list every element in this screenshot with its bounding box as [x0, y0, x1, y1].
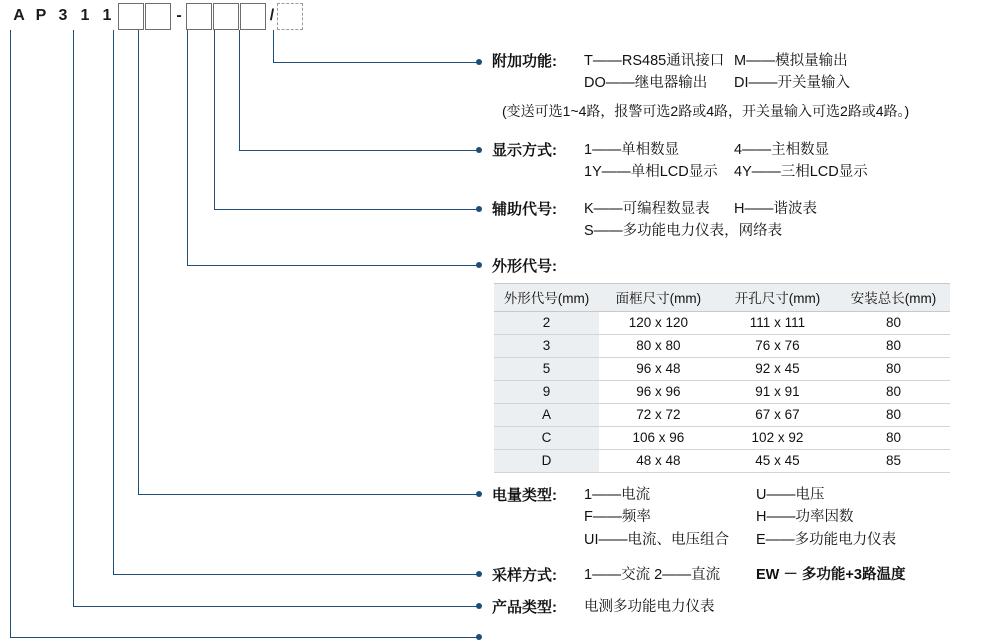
table-row [494, 335, 950, 358]
cell-panel-size: 72 x 72 [599, 404, 718, 427]
code-char-1a: 1 [80, 7, 90, 24]
callout-title-additional-function: 附加功能: [492, 53, 557, 70]
code-box-2[interactable] [145, 3, 171, 30]
code-slash: / [269, 7, 275, 24]
callout-title-product-type: 产品类型: [492, 599, 557, 616]
callout-power-type [492, 484, 982, 551]
cell-panel-size: 106 x 96 [599, 427, 718, 450]
power-type-item-1: 1——电流 [584, 487, 651, 503]
cell-total-length: 85 [837, 450, 950, 473]
table-header-total-length: 安装总长(mm) [837, 284, 950, 312]
cell-panel-size: 96 x 96 [599, 381, 718, 404]
cell-total-length: 80 [837, 381, 950, 404]
callout-aux-code [492, 198, 972, 243]
code-char-3: 3 [58, 7, 68, 24]
aux-code-item-1: K——可编程数显表 [584, 201, 710, 217]
callout-title-aux-code: 辅助代号: [492, 201, 557, 218]
power-type-item-4: H——功率因数 [756, 509, 854, 526]
leader-vline-product [73, 30, 74, 606]
cell-panel-size: 120 x 120 [599, 312, 718, 335]
leader-vline-series [10, 30, 11, 637]
callout-display-mode [492, 139, 972, 184]
code-char-1b: 1 [102, 7, 112, 24]
cell-cutout-size: 91 x 91 [718, 381, 837, 404]
table-row [494, 450, 950, 473]
leader-vline-sampling [113, 30, 114, 574]
leader-dot-series [476, 634, 482, 640]
callout-title-power-type: 电量类型: [492, 487, 557, 504]
model-code-row [8, 2, 304, 30]
leader-vline-aux [214, 30, 215, 209]
cell-panel-size: 48 x 48 [599, 450, 718, 473]
cell-panel-size: 80 x 80 [599, 335, 718, 358]
cell-shape-code: 3 [494, 335, 599, 358]
cell-total-length: 80 [837, 427, 950, 450]
code-box-5[interactable] [240, 3, 266, 30]
table-header-panel-size: 面框尺寸(mm) [599, 284, 718, 312]
display-mode-item-2: 4——主相数显 [734, 142, 830, 158]
leader-vline-shape [187, 30, 188, 265]
display-mode-item-1: 1——单相数显 [584, 142, 680, 158]
aux-code-item-2: H——谐波表 [734, 201, 817, 217]
table-row [494, 427, 950, 450]
aux-code-item-3: S——多功能电力仪表，网络表 [584, 223, 783, 240]
table-row [494, 381, 950, 404]
additional-function-note: (变送可选1~4路，报警可选2路或4路，开关量输入可选2路或4路。) [502, 102, 910, 119]
callout-additional-function [492, 50, 992, 121]
code-char-p: P [35, 7, 47, 24]
leader-hline-shape [187, 265, 479, 266]
leader-hline-display [239, 150, 479, 151]
code-box-optional[interactable] [277, 3, 303, 30]
display-mode-item-3: 1Y——单相LCD显示 [584, 164, 718, 181]
cell-cutout-size: 45 x 45 [718, 450, 837, 473]
cell-shape-code: C [494, 427, 599, 450]
cell-shape-code: D [494, 450, 599, 473]
leader-dot-additional [476, 59, 482, 65]
cell-shape-code: 9 [494, 381, 599, 404]
table-row [494, 404, 950, 427]
cell-shape-code: A [494, 404, 599, 427]
display-mode-item-4: 4Y——三相LCD显示 [734, 164, 868, 181]
dimension-table [494, 283, 950, 473]
leader-vline-display [239, 30, 240, 150]
callout-shape-code [492, 255, 557, 276]
cell-cutout-size: 76 x 76 [718, 335, 837, 358]
callout-sampling-mode [492, 564, 982, 586]
code-char-a: A [13, 7, 25, 24]
code-box-3[interactable] [186, 3, 212, 30]
code-box-1[interactable] [118, 3, 144, 30]
cell-shape-code: 2 [494, 312, 599, 335]
leader-hline-series [10, 637, 480, 638]
cell-total-length: 80 [837, 335, 950, 358]
additional-function-item-4: DI——开关量输入 [734, 75, 850, 92]
table-header-row [494, 284, 950, 312]
cell-shape-code: 5 [494, 358, 599, 381]
power-type-item-3: F——频率 [584, 509, 651, 526]
cell-cutout-size: 92 x 45 [718, 358, 837, 381]
additional-function-item-2: M——模拟量输出 [734, 53, 848, 69]
leader-dot-shape [476, 262, 482, 268]
sampling-mode-item-2: EW － 多功能+3路温度 [756, 567, 906, 583]
power-type-item-2: U——电压 [756, 487, 825, 503]
leader-hline-aux [214, 209, 479, 210]
leader-hline-additional [273, 62, 479, 63]
power-type-item-5: UI——电流、电压组合 [584, 531, 729, 548]
callout-title-shape-code: 外形代号: [492, 258, 557, 275]
product-type-item-1: 电测多功能电力仪表 [584, 599, 715, 615]
callout-title-display-mode: 显示方式: [492, 142, 557, 159]
table-header-cutout-size: 开孔尺寸(mm) [718, 284, 837, 312]
leader-dot-sampling [476, 571, 482, 577]
code-dash: - [176, 7, 182, 24]
cell-cutout-size: 67 x 67 [718, 404, 837, 427]
leader-dot-display [476, 147, 482, 153]
leader-dot-product [476, 603, 482, 609]
leader-hline-product [73, 606, 479, 607]
power-type-item-6: E——多功能电力仪表 [756, 531, 897, 548]
leader-vline-power [138, 30, 139, 494]
cell-panel-size: 96 x 48 [599, 358, 718, 381]
leader-dot-power [476, 491, 482, 497]
leader-dot-aux [476, 206, 482, 212]
table-header-shape-code: 外形代号(mm) [494, 284, 599, 312]
cell-total-length: 80 [837, 404, 950, 427]
additional-function-item-1: T——RS485通讯接口 [584, 53, 725, 69]
cell-total-length: 80 [837, 358, 950, 381]
leader-vline-additional [273, 30, 274, 62]
cell-cutout-size: 111 x 111 [718, 312, 837, 335]
table-row [494, 358, 950, 381]
leader-hline-sampling [113, 574, 479, 575]
cell-total-length: 80 [837, 312, 950, 335]
table-row [494, 312, 950, 335]
additional-function-item-3: DO——继电器输出 [584, 75, 708, 92]
leader-hline-power [138, 494, 479, 495]
callout-title-sampling-mode: 采样方式: [492, 567, 557, 584]
code-box-4[interactable] [213, 3, 239, 30]
cell-cutout-size: 102 x 92 [718, 427, 837, 450]
callout-product-type [492, 596, 982, 618]
sampling-mode-item-1: 1——交流 2——直流 [584, 567, 721, 583]
